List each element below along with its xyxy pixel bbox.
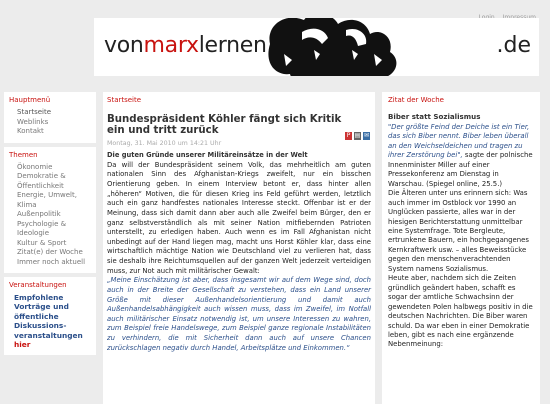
menu-item-startseite[interactable]: Startseite xyxy=(17,108,52,116)
theme-energie[interactable]: Energie, Umwelt, Klima xyxy=(17,191,77,209)
quote-of-week-heading: Zitat der Woche xyxy=(388,96,444,104)
menu-item-weblinks[interactable]: Weblinks xyxy=(17,117,49,126)
article-date: Montag, 31. Mai 2010 um 14:21 Uhr xyxy=(107,139,222,147)
print-icon[interactable]: ▤ xyxy=(354,132,361,139)
sidebar xyxy=(4,92,96,359)
page-layout xyxy=(0,92,550,404)
main-menu xyxy=(4,92,96,143)
marx-portrait-image xyxy=(262,18,412,76)
site-banner xyxy=(94,18,539,76)
quote-body xyxy=(382,123,540,350)
article-tools xyxy=(343,122,370,141)
quote-text: "Der größte Feind der Deiche ist ein Tier, das sich Biber nennt. Biber leben überall an den Weichseldeichen und tragen zu ihrer Zerstörung bei", xyxy=(388,123,530,160)
article-title: Bundespräsident Köhler fängt sich Kritik ein und tritt zurück xyxy=(107,114,342,137)
theme-immer-aktuell[interactable]: Immer noch aktuell xyxy=(17,257,86,266)
article-lead: Die guten Gründe unserer Militäreinsätze in der Welt xyxy=(107,150,308,159)
events-text-line: Empfohlene xyxy=(14,293,64,302)
events-link[interactable]: hier xyxy=(14,340,31,350)
themes-heading: Themen xyxy=(9,150,38,159)
theme-oekonomie[interactable]: Ökonomie xyxy=(17,162,53,171)
theme-aussenpolitik[interactable]: Außenpolitik xyxy=(17,210,61,218)
events-box xyxy=(4,277,96,355)
quote-source: sagte der polnische Innenminister Miller auf einer Pressekonferenz am Dienstag in Warschau. (Spiegel online, 25.5.) xyxy=(388,151,533,188)
theme-kultur[interactable]: Kultur & Sport xyxy=(17,238,67,247)
article-paragraph: Da will der Bundespräsident seinem Volk, das mehrheitlich am guten nationalen Sinn des Afghanistan-Kriegs zweifelt, nur ein bisschen Orientierung geben. In einem Interview betont er, dass hinter allen „höheren“ Motiven, die für diesen Krieg ins Feld geführt werden, letztlich auch ein ganz handfestes nationales Interesse steckt. Offenbar ist er der Meinung, dass sich damit dann aber auch alle Zweifel beim Bürger, den er ganz selbstverständlich als mit seiner Nation mitfiebernden Patrioten unterstellt, zu erledigen haben. Auch wenn es im Fall Afghanistan nicht unbedingt auf der Hand liegen mag, macht uns Horst Köhler klar, dass eine wirtschaftlich mächtige Nation wie Deutschland viel zu verlieren hat, dass sie deshalb ihre Reichtumsquellen auf der ganzen Welt jederzeit verteidigen muss, zur Not auch mit militärischer Gewalt: xyxy=(107,160,371,275)
quote-commentary-2: Heute aber, nachdem sich die Zeiten gründlich geändert haben, schafft es sogar der amtliche Schwachsinn der gewendeten Polen halbwegs positiv in die deutschen Nachrichten. Die Biber waren schuld. Da war eben in einer Demokratie leben, gibt es nach eine ergänzende Nebenmeinung: xyxy=(388,274,533,349)
events-heading: Veranstaltungen xyxy=(9,281,67,289)
theme-zitate[interactable]: Zitat(e) der Woche xyxy=(17,248,83,256)
events-text-line: veranstaltungen xyxy=(14,330,83,340)
quote-title: Biber statt Sozialismus xyxy=(388,112,481,121)
article-quote: „Meine Einschätzung ist aber, dass insgesamt wir auf dem Wege sind, doch auch in der Breite der Gesellschaft zu verstehen, dass ein Land unserer Größe mit dieser Außenhandelsorientierung und damit auch Außenhandelsabhängigkeit auch wissen muss, dass im Zweifel, im Notfall auch militärischer Einsatz notwendig ist, um unsere Interessen zu wahren, zum Beispiel freie Handelswege, zum Beispiel ganze regionale Instabilitäten zu verhindern, die mit Sicherheit dann auch auf unsere Chancen zurückschlagen negativ durch Handel, Arbeitsplätze und Einkommen.“ xyxy=(107,276,371,352)
theme-demokratie[interactable]: Demokratie & Öffentlichkeit xyxy=(17,172,66,190)
main-menu-heading: Hauptmenü xyxy=(9,96,51,104)
main-content xyxy=(103,92,375,404)
article-body xyxy=(103,161,375,354)
menu-item-kontakt[interactable]: Kontakt xyxy=(17,127,44,135)
site-logo[interactable]: vonmarxlernen xyxy=(104,33,267,58)
right-column xyxy=(382,92,540,404)
domain-suffix: .de xyxy=(496,33,531,58)
quote-commentary-1: Die Älteren unter uns erinnern sich: Was auch immer im Ostblock vor 1990 an Unglücken passierte, alles war in der hiesigen Berichterstattung unmittelbar eine Systemfrage. Tote Bergleute, ertrunkene Bauern, ein hochgegangenes Kernkraftwerk usw. – alles Beweisstücke gegen den menschenverachtenden System namens Sozialismus. xyxy=(388,189,529,273)
events-text-line: öffentliche xyxy=(14,311,59,321)
events-text-line: Diskussions- xyxy=(14,321,67,331)
theme-psychologie[interactable]: Psychologie & Ideologie xyxy=(17,219,67,237)
email-icon[interactable]: ✉ xyxy=(363,132,370,139)
themes-menu xyxy=(4,147,96,274)
breadcrumb[interactable]: Startseite xyxy=(107,96,142,104)
pdf-icon[interactable]: P xyxy=(346,132,351,139)
events-text-line: Vorträge und xyxy=(14,302,69,312)
